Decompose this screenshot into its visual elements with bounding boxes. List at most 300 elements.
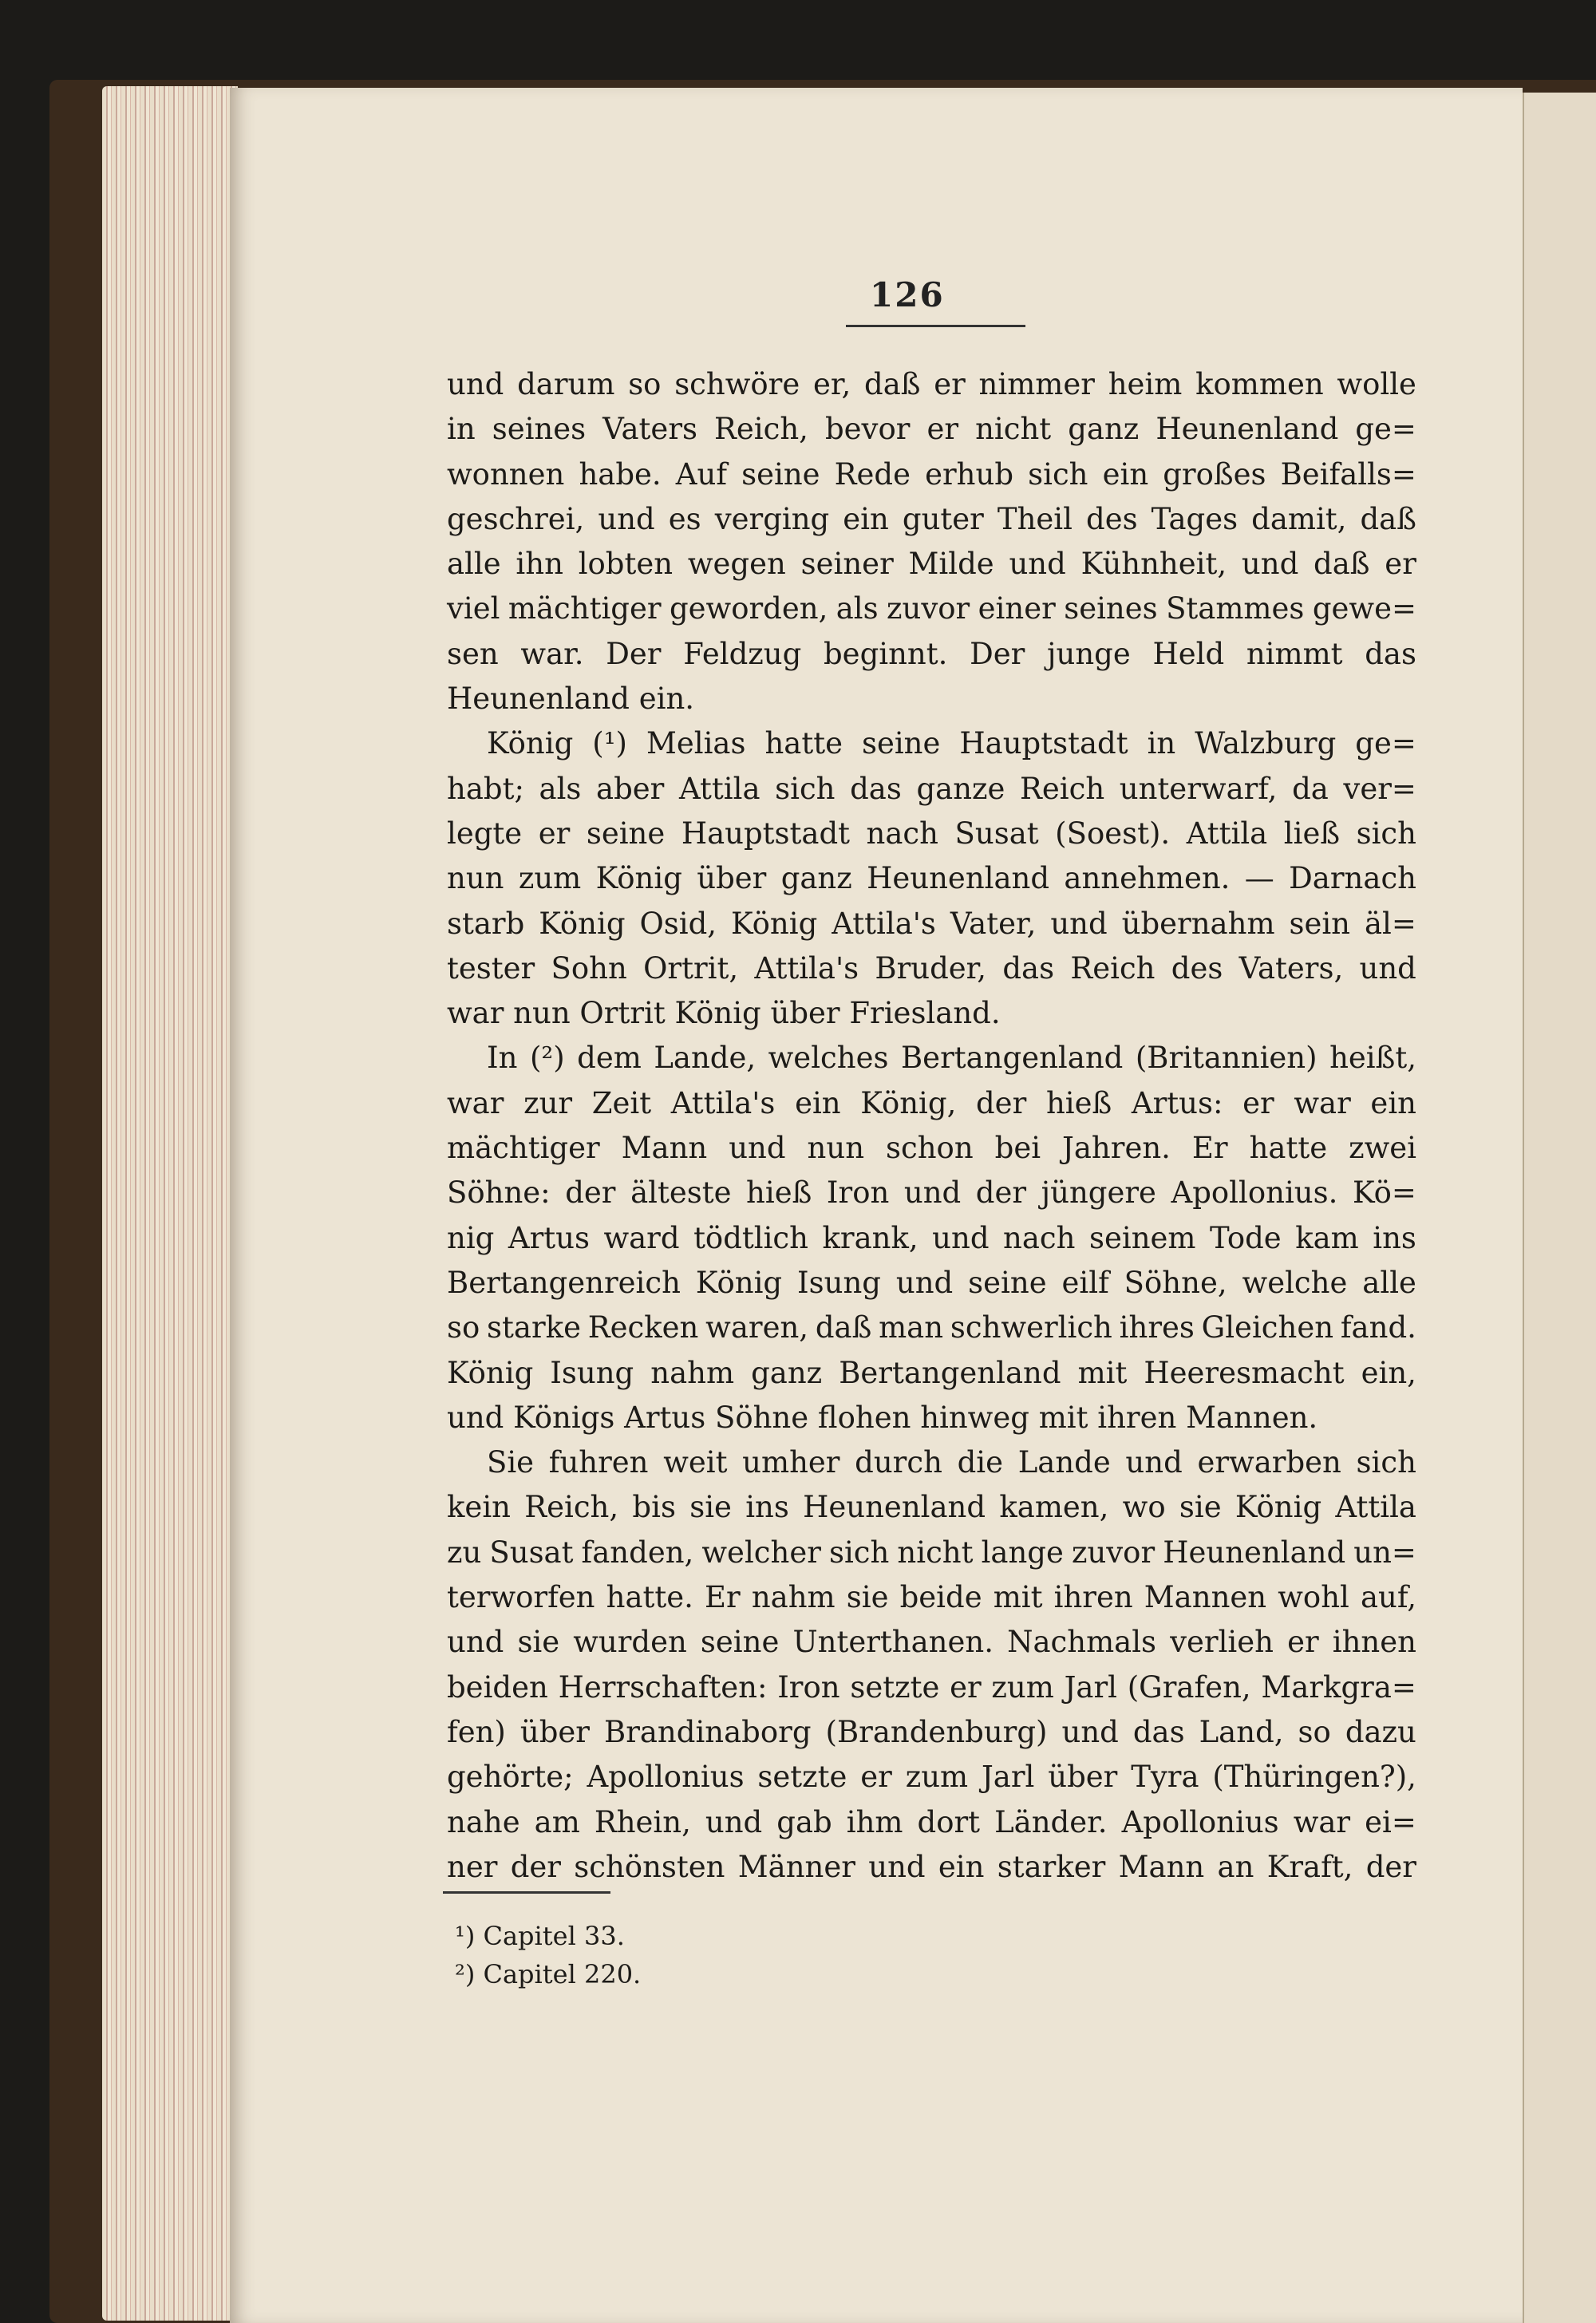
word: übernahm (1121, 906, 1275, 941)
word: nach (1003, 1220, 1076, 1255)
word: hieß (1045, 1085, 1112, 1120)
text-line (447, 721, 1416, 766)
word: seiner (800, 547, 894, 582)
word: verging (714, 501, 830, 536)
word: gab (776, 1804, 832, 1839)
word: hieß (746, 1175, 812, 1211)
word: als (539, 771, 582, 806)
word: terworfen (447, 1580, 595, 1615)
word: ein (938, 1849, 985, 1884)
word: über (519, 1714, 590, 1749)
word: und (1359, 950, 1416, 986)
word: zur (523, 1085, 573, 1120)
word: nun (807, 1131, 865, 1166)
word: welche (1242, 1265, 1348, 1300)
word: er, (813, 367, 851, 401)
word: fanden, (581, 1535, 694, 1570)
word: Stammes (1166, 591, 1305, 626)
word: die (957, 1445, 1004, 1480)
word: nimmer (978, 367, 1095, 401)
word: weit (663, 1445, 728, 1480)
word: dazu (1345, 1714, 1416, 1749)
text-line (447, 1261, 1416, 1306)
word: (Brandenburg) (825, 1714, 1048, 1749)
text-line (447, 1710, 1416, 1755)
word: so (1298, 1714, 1331, 1749)
word: seinem (1088, 1220, 1196, 1255)
word: Vater, (950, 906, 1037, 941)
word: dort (917, 1804, 981, 1839)
word: am (534, 1804, 580, 1839)
word: zuvor (1071, 1535, 1156, 1570)
word: lange (981, 1535, 1064, 1570)
word: Rede (834, 456, 911, 492)
word: unterwarf, (1119, 771, 1278, 806)
word: Hauptstadt (959, 726, 1128, 761)
word: ein (1370, 1085, 1416, 1120)
word: Unterthanen. (792, 1625, 994, 1660)
word: junge (1047, 636, 1131, 671)
word: ganz (1068, 412, 1140, 447)
word: bei (994, 1131, 1041, 1166)
word: guter (902, 501, 984, 536)
word: lobten (578, 547, 674, 582)
word: König (1235, 1490, 1322, 1525)
text-line (447, 587, 1416, 631)
word: Iron (826, 1175, 890, 1211)
word: ihres (1119, 1310, 1195, 1345)
word: Vaters, (1238, 950, 1344, 986)
word: Apollonius (587, 1760, 745, 1795)
word: wolle (1337, 367, 1416, 401)
word: es (668, 501, 701, 536)
word: (Soest). (1055, 816, 1171, 851)
word: der (976, 1085, 1027, 1120)
word: Herrschaften: (558, 1669, 768, 1705)
word: habt; (447, 771, 524, 806)
word: das (1132, 1714, 1185, 1749)
word: Der (606, 636, 662, 671)
word: äl= (1364, 906, 1416, 941)
word: sie (846, 1580, 889, 1615)
word: (Britannien) (1135, 1041, 1317, 1076)
word: Bertangenland (900, 1041, 1124, 1076)
word: und (705, 1804, 763, 1839)
text-line (447, 1081, 1416, 1126)
word: Heunenland (867, 861, 1050, 896)
word: König (447, 1355, 534, 1390)
word: annehmen. (1064, 861, 1231, 896)
word: er (860, 1760, 892, 1795)
word: Söhne: (447, 1175, 551, 1211)
word: alle (447, 547, 501, 582)
word: Länder. (994, 1804, 1108, 1839)
word: Lande, (654, 1041, 757, 1076)
text-line: war nun Ortrit König über Friesland. (447, 996, 1001, 1031)
word: Iron (777, 1669, 840, 1705)
word: Tode (1210, 1220, 1282, 1255)
word: tödtlich (693, 1220, 808, 1255)
word: und (447, 1625, 504, 1660)
word: zum (518, 861, 582, 896)
word: er (934, 367, 966, 401)
word: beginnt. (823, 636, 948, 671)
word: sen (447, 636, 499, 671)
text-line (447, 1575, 1416, 1620)
word: das (1002, 950, 1055, 986)
word: daß (1360, 501, 1416, 536)
word: war. (520, 636, 584, 671)
word: damit, (1251, 501, 1347, 536)
word: wonnen (447, 456, 565, 492)
word: an (1217, 1849, 1254, 1884)
word: fuhren (548, 1445, 649, 1480)
word: über (1048, 1760, 1118, 1795)
word: schon (886, 1131, 974, 1166)
text-line (447, 1620, 1416, 1665)
word: und (1125, 1445, 1183, 1480)
page-number: 126 (870, 275, 945, 314)
word: König (487, 726, 574, 761)
word: älteste (630, 1175, 732, 1211)
word: Artus (508, 1220, 590, 1255)
word: schönsten (574, 1849, 725, 1884)
word: und (1009, 547, 1066, 582)
word: viel (447, 591, 500, 626)
word: mächtiger (447, 1131, 600, 1166)
word: war (1294, 1085, 1351, 1120)
word: und (932, 1220, 990, 1255)
word: geschrei, (447, 501, 585, 536)
word: — (1244, 861, 1274, 896)
word: nimmt (1246, 636, 1343, 671)
word: Artus: (1131, 1085, 1223, 1120)
word: Jahren. (1062, 1131, 1171, 1166)
text-line (447, 1440, 1416, 1485)
word: auf, (1360, 1580, 1416, 1615)
word: hatte. (606, 1580, 693, 1615)
word: Susat (954, 816, 1039, 851)
word: Walzburg (1195, 726, 1337, 761)
word: und (903, 1175, 962, 1211)
word: seine (968, 1265, 1047, 1300)
word: sich (828, 1535, 890, 1570)
word: Sie (487, 1445, 535, 1480)
word: wo (1122, 1490, 1166, 1525)
word: über (697, 861, 767, 896)
word: ver= (1343, 771, 1416, 806)
text-line (447, 1126, 1416, 1171)
word: ward (603, 1220, 680, 1255)
word: Theil (997, 501, 1073, 536)
word: so (628, 367, 662, 401)
word: Rhein, (594, 1804, 691, 1839)
text-line (447, 497, 1416, 542)
word: mit (993, 1580, 1043, 1615)
word: sich (1356, 816, 1416, 851)
word: Nachmals (1007, 1625, 1157, 1660)
footnotes (455, 1917, 641, 1993)
text-line (447, 1485, 1416, 1530)
word: seine (586, 816, 666, 851)
word: zu (447, 1535, 482, 1570)
word: zum (905, 1760, 969, 1795)
word: welcher (701, 1535, 821, 1570)
word: habe. (579, 456, 662, 492)
word: des (1171, 950, 1223, 986)
text-line (447, 946, 1416, 991)
word: ner (447, 1849, 498, 1884)
word: Attila's (832, 906, 936, 941)
word: zuvor (887, 591, 970, 626)
word: König (595, 861, 682, 896)
text-line (447, 1845, 1416, 1890)
word: Brandinaborg (604, 1714, 812, 1749)
word: seine (741, 456, 820, 492)
word: er (538, 816, 571, 851)
word: und (447, 367, 504, 401)
word: so (447, 1310, 480, 1345)
word: Der (970, 636, 1025, 671)
word: und (1050, 906, 1108, 941)
word: gehörte; (447, 1760, 574, 1795)
word: welches (768, 1041, 889, 1076)
word: beiden (447, 1669, 548, 1705)
word: ein, (1361, 1355, 1416, 1390)
word: geworden, (669, 591, 828, 626)
word: zwei (1349, 1131, 1416, 1166)
word: zum (991, 1669, 1054, 1705)
word: krank, (822, 1220, 918, 1255)
word: der (1365, 1849, 1416, 1884)
word: Reich (1070, 950, 1156, 986)
word: ein (795, 1085, 841, 1120)
word: und (1241, 547, 1299, 582)
word: sie (1179, 1490, 1222, 1525)
word: Heunenland (803, 1490, 986, 1525)
word: und (895, 1265, 954, 1300)
text-line (447, 407, 1416, 452)
word: kein (447, 1490, 511, 1525)
word: Beifalls= (1280, 456, 1416, 492)
word: bis (632, 1490, 676, 1525)
word: Vaters (602, 412, 697, 447)
word: und (729, 1131, 786, 1166)
word: war (1293, 1804, 1351, 1839)
text-line: Heunenland ein. (447, 681, 695, 717)
word: erwarben (1197, 1445, 1341, 1480)
word: er (1287, 1625, 1319, 1660)
word: Heunenland (1163, 1535, 1346, 1570)
word: Kö= (1352, 1175, 1416, 1211)
word: ganz (751, 1355, 823, 1390)
word: starker (997, 1849, 1106, 1884)
word: König, (860, 1085, 957, 1120)
word: sie (689, 1490, 732, 1525)
word: Heunenland (1156, 412, 1339, 447)
word: wurden (573, 1625, 687, 1660)
word: sie (517, 1625, 560, 1660)
word: er (1385, 547, 1416, 582)
word: ganz (780, 861, 852, 896)
word: in (447, 412, 476, 447)
word: bevor (824, 412, 911, 447)
word: mächtiger (508, 591, 662, 626)
page-edges (102, 86, 238, 2321)
word: ließ (1283, 816, 1341, 851)
word: ge= (1355, 726, 1416, 761)
word: heißt, (1329, 1041, 1416, 1076)
word: seines (1064, 591, 1158, 626)
word: ins (745, 1490, 789, 1525)
word: sich (775, 771, 836, 806)
word: Melias (646, 726, 746, 761)
word: starb (447, 906, 525, 941)
text-line (447, 1216, 1416, 1261)
word: Kraft, (1266, 1849, 1353, 1884)
text-line (447, 452, 1416, 497)
word: Zeit (591, 1085, 652, 1120)
text-line (447, 812, 1416, 856)
word: ein (843, 501, 889, 536)
word: Tyra (1131, 1760, 1199, 1795)
word: man (879, 1310, 944, 1345)
word: gewe= (1312, 591, 1416, 626)
word: daß (864, 367, 921, 401)
word: umher (742, 1445, 840, 1480)
text-line (447, 856, 1416, 901)
text-line (447, 767, 1416, 812)
word: nicht (975, 412, 1052, 447)
word: fand. (1340, 1310, 1416, 1345)
word: kommen (1195, 367, 1324, 401)
word: starke (487, 1310, 581, 1345)
word: er (1242, 1085, 1274, 1120)
word: ge= (1355, 412, 1416, 447)
word: Feldzug (683, 636, 802, 671)
word: König (695, 1265, 783, 1300)
text-line (447, 542, 1416, 587)
word: (²) (529, 1041, 565, 1076)
word: Milde (908, 547, 994, 582)
word: Reich (1020, 771, 1105, 806)
word: Jarl (981, 1760, 1035, 1795)
word: seine (700, 1625, 780, 1660)
word: war (447, 1085, 504, 1120)
word: Er (1191, 1131, 1228, 1166)
word: eilf (1061, 1265, 1109, 1300)
word: sein (1289, 906, 1351, 941)
word: das (1365, 636, 1416, 671)
text-line (447, 632, 1416, 677)
footnote: ¹) Capitel 33. (455, 1921, 625, 1951)
word: un= (1353, 1535, 1416, 1570)
word: da (1292, 771, 1329, 806)
word: Apollonius (1121, 1804, 1279, 1839)
text-line (447, 1755, 1416, 1800)
word: das (850, 771, 902, 806)
word: durch (855, 1445, 942, 1480)
header-rule (846, 325, 1025, 327)
word: (Thüringen?), (1212, 1760, 1416, 1795)
word: Attila's (670, 1085, 776, 1120)
word: Jarl (1064, 1669, 1117, 1705)
word: ei= (1365, 1804, 1416, 1839)
word: dem (577, 1041, 642, 1076)
text-line (447, 1036, 1416, 1081)
text-line (447, 362, 1416, 407)
word: wohl (1278, 1580, 1349, 1615)
word: Recken (587, 1310, 699, 1345)
word: daß (815, 1310, 872, 1345)
word: Söhne, (1124, 1265, 1227, 1300)
word: seine (861, 726, 941, 761)
word: als (836, 591, 879, 626)
word: ganze (916, 771, 1005, 806)
word: kamen, (999, 1490, 1109, 1525)
text-line (447, 1800, 1416, 1845)
word: der (975, 1175, 1027, 1211)
word: beide (899, 1580, 982, 1615)
text-line (447, 1531, 1416, 1575)
word: Attila (678, 771, 760, 806)
word: Attila's (754, 950, 859, 986)
word: Isung (550, 1355, 634, 1390)
text-line (447, 1351, 1416, 1396)
word: König (539, 906, 626, 941)
word: großes (1163, 456, 1266, 492)
word: darum (517, 367, 615, 401)
word: waren, (705, 1310, 809, 1345)
word: wegen (687, 547, 786, 582)
word: und (598, 501, 655, 536)
word: setzte (850, 1669, 940, 1705)
word: erhub (925, 456, 1014, 492)
word: jüngere (1041, 1175, 1156, 1211)
word: Bruder, (875, 950, 987, 986)
word: der (565, 1175, 616, 1211)
word: Gleichen (1201, 1310, 1334, 1345)
word: ein (1102, 456, 1149, 492)
word: nig (447, 1220, 495, 1255)
word: Mannen (1144, 1580, 1267, 1615)
word: er (950, 1669, 982, 1705)
word: setzte (757, 1760, 847, 1795)
body-text (447, 362, 1416, 1890)
word: ihn (516, 547, 563, 582)
word: schwerlich (950, 1310, 1112, 1345)
word: aber (596, 771, 665, 806)
word: heim (1108, 367, 1183, 401)
word: Land, (1199, 1714, 1284, 1749)
word: Kühnheit, (1080, 547, 1227, 582)
word: verlieh (1170, 1625, 1274, 1660)
word: Susat (489, 1535, 574, 1570)
word: Lande (1017, 1445, 1111, 1480)
word: Ortrit, (643, 950, 739, 986)
word: des (1086, 501, 1138, 536)
word: Bertangenland (839, 1355, 1061, 1390)
word: sich (1028, 456, 1088, 492)
word: nun (447, 861, 504, 896)
word: legte (447, 816, 523, 851)
text-line (447, 902, 1416, 946)
word: schwöre (674, 367, 800, 401)
word: nahm (650, 1355, 735, 1390)
word: tester (447, 950, 535, 986)
text-line (447, 1171, 1416, 1215)
word: Held (1152, 636, 1225, 671)
